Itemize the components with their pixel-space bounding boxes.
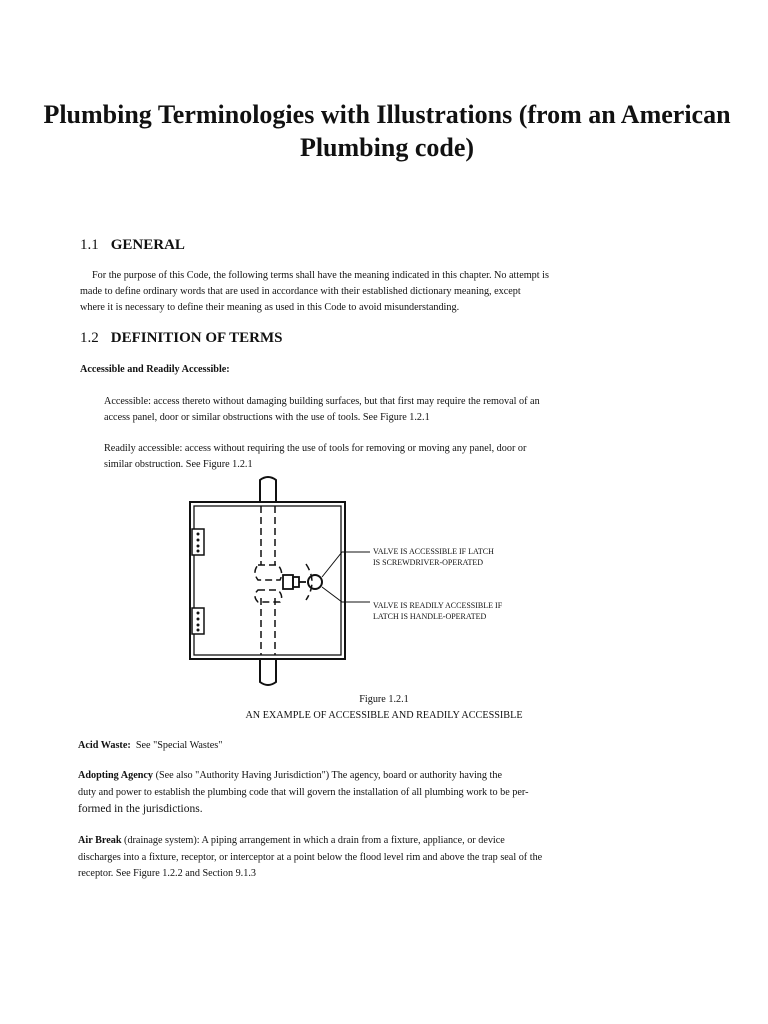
term-definition-line-3: receptor. See Figure 1.2.2 and Section 9.1.3 bbox=[78, 868, 256, 879]
section-title: GENERAL bbox=[110, 237, 185, 253]
term-air-break bbox=[78, 833, 608, 883]
pipe-bottom bbox=[260, 659, 276, 685]
accessible-def-line-1: Accessible: access thereto without damaging building surfaces, but that first may require the removal of an bbox=[104, 396, 540, 407]
valve-handle-icon bbox=[308, 575, 322, 589]
accessible-def-line-2: access panel, door or similar obstructions with the use of tools. See Figure 1.2.1 bbox=[104, 412, 430, 423]
section-number: 1.2 bbox=[80, 330, 99, 346]
general-text-line-1: For the purpose of this Code, the following terms shall have the meaning indicated in this chapter. No attempt is bbox=[92, 270, 549, 281]
valve-bonnet bbox=[283, 575, 293, 589]
callout-accessible bbox=[373, 546, 494, 568]
callout-readily-accessible bbox=[373, 600, 502, 622]
term-acid-waste bbox=[78, 738, 608, 755]
callout-readily-line-1: VALVE IS READILY ACCESSIBLE IF bbox=[373, 601, 503, 610]
term-definition-line-2: duty and power to establish the plumbing code that will govern the installation of all plumbing work to be per- bbox=[78, 786, 529, 798]
readily-accessible-def-line-1: Readily accessible: access without requiring the use of tools for removing or moving any panel, door or bbox=[104, 443, 527, 454]
section-heading-definitions bbox=[80, 330, 282, 347]
callout-accessible-line-1: VALVE IS ACCESSIBLE IF LATCH bbox=[373, 547, 494, 556]
callout-readily-line-2: LATCH IS HANDLE-OPERATED bbox=[373, 612, 487, 621]
general-text-line-3: where it is necessary to define their meaning as used in this Code to avoid misunderstanding. bbox=[80, 302, 460, 313]
readily-accessible-def-line-2: similar obstruction. See Figure 1.2.1 bbox=[104, 459, 253, 470]
section-title: DEFINITION OF TERMS bbox=[110, 330, 283, 346]
figure-accessible-valve-diagram bbox=[180, 472, 540, 692]
section-number: 1.1 bbox=[80, 237, 99, 253]
pipe-top bbox=[260, 477, 276, 502]
term-definition-line-1: (See also "Authority Having Jurisdiction") The agency, board or authority having the bbox=[155, 770, 502, 781]
page-title: Plumbing Terminologies with Illustrations (from an American Plumbing code) bbox=[43, 100, 731, 162]
term-definition: See "Special Wastes" bbox=[135, 740, 223, 751]
term-definition-line-3: formed in the jurisdictions. bbox=[78, 803, 203, 815]
term-definition-line-2: discharges into a fixture, receptor, or interceptor at a point below the flood level rim and above the trap seal of the bbox=[78, 851, 543, 863]
term-adopting-agency bbox=[78, 768, 608, 818]
section-heading-general bbox=[80, 237, 185, 254]
term-name: Adopting Agency bbox=[78, 770, 154, 781]
term-name: Air Break bbox=[78, 835, 122, 846]
term-heading-accessible: Accessible and Readily Accessible: bbox=[80, 364, 230, 375]
figure-caption: AN EXAMPLE OF ACCESSIBLE AND READILY ACCESSIBLE bbox=[245, 710, 523, 721]
general-text-line-2: made to define ordinary words that are used in accordance with their established dictionary meaning, except bbox=[80, 286, 521, 297]
term-name: Acid Waste: bbox=[78, 740, 131, 751]
callout-accessible-line-2: IS SCREWDRIVER-OPERATED bbox=[373, 558, 484, 567]
figure-label: Figure 1.2.1 bbox=[359, 694, 409, 705]
term-definition-line-1: (drainage system): A piping arrangement in which a drain from a fixture, appliance, or device bbox=[124, 835, 505, 846]
